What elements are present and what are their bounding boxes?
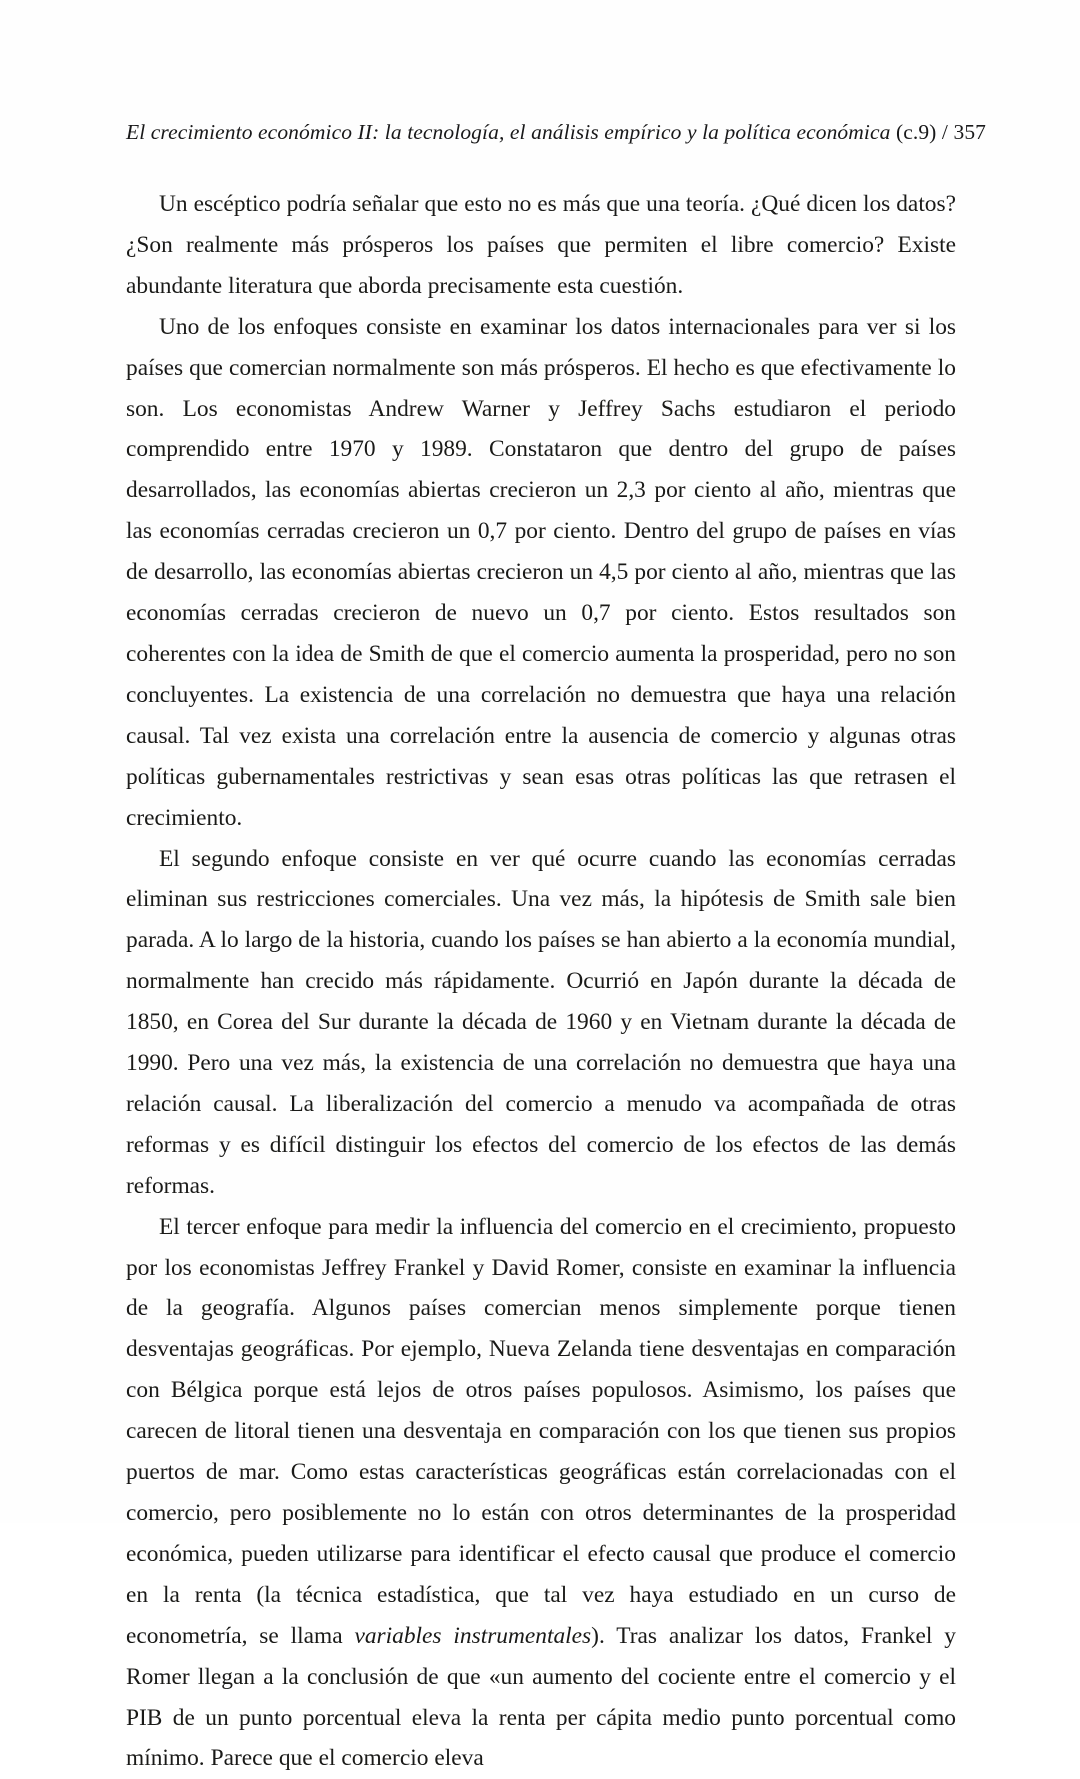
paragraph: Uno de los enfoques consiste en examinar los datos internacionales para ver si los países que comercian normalmente son más prósperos. El hecho es que efectivamente lo son. Los economistas Andrew Warner y Jeffrey Sachs estudiaron el periodo comprendido entre 1970 y 1989. Constataron que dentro del grupo de países desarrollados, las economías abiertas crecieron un 2,3 por ciento al año, mientras que las economías cerradas crecieron un 0,7 por ciento. Dentro del grupo de países en vías de desarrollo, las economías abiertas crecieron un 4,5 por ciento al año, mientras que las economías cerradas crecieron de nuevo un 0,7 por ciento. Estos resultados son coherentes con la idea de Smith de que el comercio aumenta la prosperidad, pero no son concluyentes. La existencia de una correlación no demuestra que haya una relación causal. Tal vez exista una correlación entre la ausencia de comercio y algunas otras políticas gubernamentales restrictivas y sean esas otras políticas las que retrasen el crecimiento. <box>126 313 956 831</box>
italic-term: variables instrumentales <box>354 1622 592 1649</box>
paragraph: Un escéptico podría señalar que esto no es más que una teoría. ¿Qué dicen los datos? ¿Son realmente más prósperos los países que permiten el libre comercio? Existe abundante literatura que aborda precisamente esta cuestión. <box>126 191 956 299</box>
paragraph-tail-text: ). Tras analizar los datos, Frankel y Romer llegan a la conclusión de que «un aumento del cociente entre el comercio y el PIB de un punto porcentual eleva la renta per cápita medio punto porcentual como mínimo. Parece que el comercio eleva <box>126 1622 956 1772</box>
paragraph <box>126 1207 956 1779</box>
running-head <box>126 117 987 147</box>
running-head-folio: (c.9) / 357 <box>890 120 987 144</box>
paragraph: El segundo enfoque consiste en ver qué ocurre cuando las economías cerradas eliminan sus restricciones comerciales. Una vez más, la hipótesis de Smith sale bien parada. A lo largo de la historia, cuando los países se han abierto a la economía mundial, normalmente han crecido más rápidamente. Ocurrió en Japón durante la década de 1850, en Corea del Sur durante la década de 1960 y en Vietnam durante la década de 1990. Pero una vez más, la existencia de una correlación no demuestra que haya una relación causal. La liberalización del comercio a menudo va acompañada de otras reformas y es difícil distinguir los efectos del comercio de los efectos de las demás reformas. <box>126 845 956 1199</box>
body-text-block <box>126 184 956 1779</box>
paragraph-lead-text: El tercer enfoque para medir la influencia del comercio en el crecimiento, propuesto por los economistas Jeffrey Frankel y David Romer, consiste en examinar la influencia de la geografía. Algunos países comercian menos simplemente porque tienen desventajas geográficas. Por ejemplo, Nueva Zelanda tiene desventajas en comparación con Bélgica porque está lejos de otros países populosos. Asimismo, los países que carecen de litoral tienen una desventaja en comparación con los que tienen sus propios puertos de mar. Como estas características geográficas están correlacionadas con el comercio, pero posiblemente no lo están con otros determinantes de la prosperidad económica, pueden utilizarse para identificar el efecto causal que produce el comercio en la renta (la técnica estadística, que tal vez haya estudiado en un curso de econometría, se llama <box>126 1213 956 1649</box>
running-head-title: El crecimiento económico II: la tecnología, el análisis empírico y la política económica <box>126 120 891 144</box>
